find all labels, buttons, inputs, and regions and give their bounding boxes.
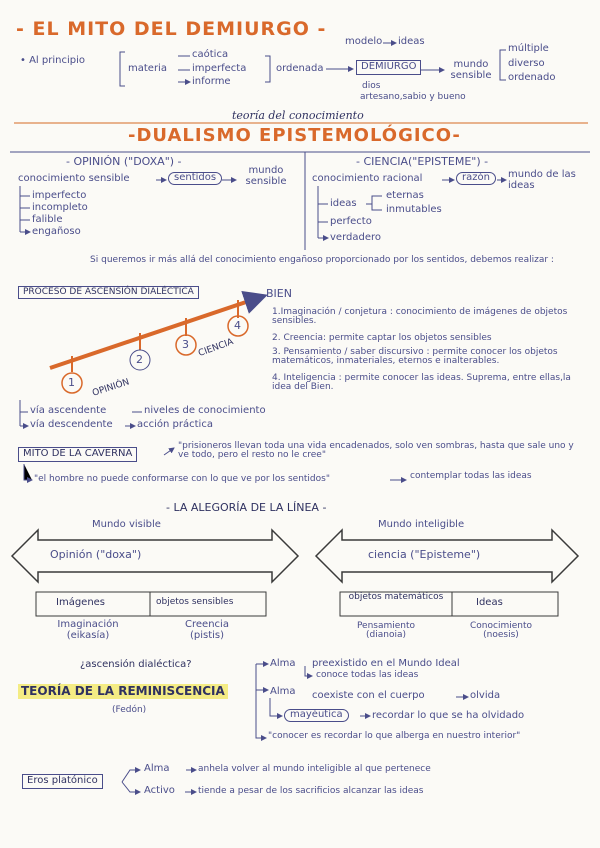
- sentidos-oval: sentidos: [168, 172, 222, 185]
- demiurgo-box: DEMIURGO: [356, 60, 421, 75]
- opinion-diagonal-label: OPINIÓN: [91, 377, 131, 399]
- opinion-header: - OPINIÓN ("DOXA") -: [66, 155, 182, 168]
- mundo-sensible-label: mundo sensible: [450, 59, 492, 81]
- recordar-olvidado: recordar lo que se ha olvidado: [372, 710, 525, 721]
- cell-objetos-sensibles: objetos sensibles: [156, 597, 234, 607]
- section-subtitle: teoría del conocimiento: [232, 109, 364, 122]
- eros-alma: Alma: [144, 763, 170, 774]
- opinion-prop-imperfecto: imperfecto: [32, 190, 87, 201]
- ciencia-prop-perfecto: perfecto: [330, 216, 372, 227]
- below-imaginacion: Imaginación (eikasía): [57, 619, 119, 641]
- conocimiento-sensible: conocimiento sensible: [18, 173, 130, 184]
- razon-oval: razón: [456, 172, 496, 185]
- mayeutica-oval: mayéutica: [284, 709, 349, 722]
- ordenada-label: ordenada: [276, 63, 324, 74]
- eros-box: Eros platónico: [22, 774, 103, 789]
- materia-label: materia: [128, 63, 167, 74]
- preexistido: preexistido en el Mundo Ideal: [312, 658, 460, 669]
- coexiste: coexiste con el cuerpo: [312, 690, 425, 701]
- mundo-visible: Mundo visible: [92, 519, 161, 530]
- caverna-quote-2: "el hombre no puede conformarse con lo que ve por los sentidos": [34, 474, 330, 484]
- cell-objetos-matematicos: objetos matemáticos: [348, 592, 444, 602]
- dios-label: dios: [362, 81, 381, 91]
- contemplar-ideas: contemplar todas las ideas: [410, 471, 532, 481]
- linea-opinion: Opinión ("doxa"): [50, 548, 142, 561]
- artesano-label: artesano,sabio y bueno: [360, 92, 466, 102]
- al-principio-label: • Al principio: [20, 55, 85, 66]
- cell-ideas: Ideas: [476, 597, 503, 608]
- mundo-sensible-dest: mundo sensible: [245, 165, 287, 187]
- caverna-box: MITO DE LA CAVERNA: [18, 447, 137, 462]
- below-pensamiento: Pensamiento (dianoia): [356, 621, 416, 641]
- eros-anhela: anhela volver al mundo inteligible al que pertenece: [198, 764, 431, 774]
- ascension-item-4: 4. Inteligencia : permite conocer las ideas. Suprema, entre ellas,la idea del Bien.: [272, 373, 571, 393]
- reminiscencia-title: TEORÍA DE LA REMINISCENCIA: [18, 684, 228, 699]
- linea-ciencia: ciencia ("Episteme"): [368, 548, 481, 561]
- caverna-quote-1: "prisioneros llevan toda una vida encadenados, solo ven sombras, hasta que sale uno y ve todo, pero el resto no le cree": [178, 441, 574, 461]
- ascension-item-3: 3. Pensamiento / saber discursivo : permite conocer los objetos matemáticos, inmateriales, eternos e inalterables.: [272, 347, 558, 367]
- section-title: -DUALISMO EPISTEMOLÓGICO-: [128, 125, 461, 146]
- eros-activo: Activo: [144, 785, 175, 796]
- via-descendente: vía descendente: [30, 419, 113, 430]
- ciencia-header: - CIENCIA("EPISTEME") -: [356, 155, 489, 168]
- ascension-box: PROCESO DE ASCENSIÓN DIALÉCTICA: [18, 286, 199, 299]
- olvida: olvida: [470, 690, 501, 701]
- mundo-inteligible: Mundo inteligible: [378, 519, 465, 530]
- step-3: 3: [182, 338, 189, 351]
- niveles-conocimiento: niveles de conocimiento: [144, 405, 266, 416]
- ciencia-prop-verdadero: verdadero: [330, 232, 381, 243]
- mundo-de-las-ideas: mundo de las ideas: [508, 169, 576, 191]
- step-1: 1: [68, 376, 75, 389]
- modelo-label: modelo: [345, 36, 383, 47]
- alma-1: Alma: [270, 658, 296, 669]
- via-ascendente: vía ascendente: [30, 405, 107, 416]
- opinion-prop-incompleto: incompleto: [32, 202, 88, 213]
- linea-title: - LA ALEGORÍA DE LA LÍNEA -: [166, 501, 327, 514]
- below-conocimiento: Conocimiento (noesis): [470, 621, 532, 641]
- bien-label: BIEN: [266, 287, 292, 300]
- ideas-word: ideas: [330, 198, 357, 209]
- step-2: 2: [136, 353, 143, 366]
- alma-2: Alma: [270, 686, 296, 697]
- ideas-label: ideas: [398, 36, 425, 47]
- ascension-item-2: 2. Creencia: permite captar los objetos sensibles: [272, 333, 492, 343]
- mundo-prop-ordenado: ordenado: [508, 72, 556, 83]
- below-creencia: Creencia (pistis): [185, 619, 229, 641]
- materia-prop-informe: informe: [192, 76, 231, 87]
- conoce-ideas: conoce todas las ideas: [316, 670, 419, 680]
- opinion-prop-enganoso: engañoso: [32, 226, 81, 237]
- mundo-prop-multiple: múltiple: [508, 43, 549, 54]
- accion-practica: acción práctica: [137, 419, 213, 430]
- ascension-question: ¿ascensión dialéctica?: [80, 659, 192, 670]
- ascension-item-1: 1.Imaginación / conjetura : conocimiento de imágenes de objetos sensibles.: [272, 307, 568, 327]
- opinion-prop-falible: falible: [32, 214, 63, 225]
- ideas-prop-inmutables: inmutables: [386, 204, 442, 215]
- cell-imagenes: Imágenes: [56, 597, 106, 608]
- conocimiento-racional: conocimiento racional: [312, 173, 423, 184]
- ideas-prop-eternas: eternas: [386, 190, 424, 201]
- conocer-recordar: "conocer es recordar lo que alberga en nuestro interior": [268, 731, 521, 741]
- mundo-prop-diverso: diverso: [508, 58, 545, 69]
- ascension-intro: Si queremos ir más allá del conocimiento engañoso proporcionado por los sentidos, debemos realizar :: [90, 255, 554, 265]
- reminiscencia-source: (Fedón): [112, 705, 147, 715]
- page-title: - EL MITO DEL DEMIURGO -: [16, 18, 327, 40]
- step-4: 4: [234, 319, 241, 332]
- materia-prop-caotica: caótica: [192, 49, 229, 60]
- ciencia-diagonal-label: CIENCIA: [197, 337, 235, 359]
- eros-tiende: tiende a pesar de los sacrificios alcanzar las ideas: [198, 786, 424, 796]
- materia-prop-imperfecta: imperfecta: [192, 63, 247, 74]
